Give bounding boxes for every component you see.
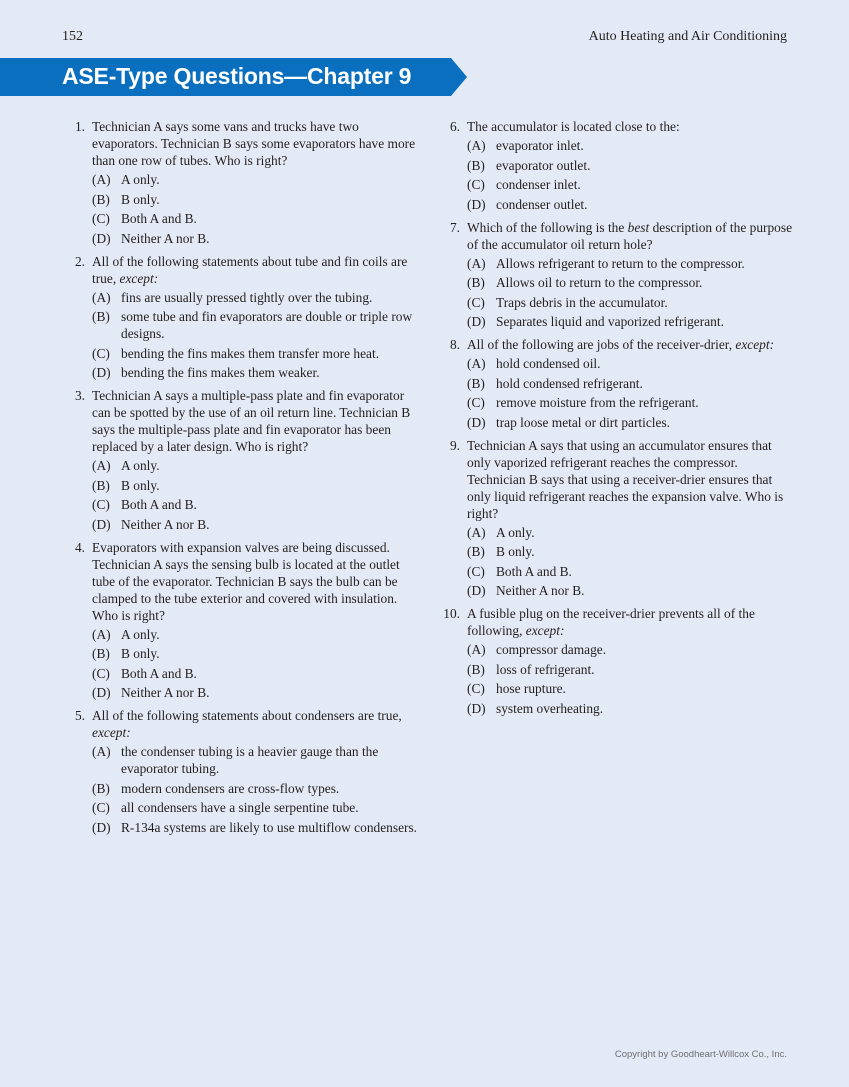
option-d: (D) system overheating. (467, 700, 604, 716)
option-d: (D) Neither A nor B. (467, 583, 585, 598)
question-number: 8. (449, 337, 460, 352)
question-7 (437, 219, 797, 331)
question-number: 1. (74, 119, 85, 134)
option-a: (A) compressor damage. (467, 642, 607, 657)
option-d: (D) Separates liquid and vaporized refrigerant. (467, 314, 724, 329)
options-list (92, 171, 422, 247)
question-number: 2. (74, 253, 85, 269)
option-b: (B) B only. (92, 477, 160, 493)
option-d: (D) condenser outlet. (467, 196, 588, 212)
question-4 (62, 539, 422, 702)
option-a: (A) Allows refrigerant to return to the compressor. (467, 255, 745, 271)
question-number: 3. (74, 388, 85, 403)
option-d: (D) Neither A nor B. (92, 516, 210, 532)
option-c: (C) condenser inlet. (467, 177, 581, 192)
option-d: (D) trap loose metal or dirt particles. (467, 414, 671, 430)
options-list (467, 137, 797, 213)
option-b: (B) loss of refrigerant. (467, 661, 595, 677)
options-list (467, 641, 797, 717)
option-a: (A) A only. (92, 172, 160, 187)
question-9 (437, 437, 797, 600)
banner-title: ASE-Type Questions—Chapter 9 (62, 63, 412, 89)
question-5 (62, 707, 422, 836)
question-number: 7. (449, 219, 460, 235)
option-c: (C) Traps debris in the accumulator. (467, 294, 668, 310)
question-3 (62, 387, 422, 533)
options-list (467, 524, 797, 600)
question-number: 9. (449, 437, 460, 453)
question-2 (62, 253, 422, 382)
option-d: (D) Neither A nor B. (92, 230, 210, 246)
option-b: (B) modern condensers are cross-flow types. (92, 780, 340, 796)
options-list (92, 743, 422, 836)
option-d: (D) bending the fins makes them weaker. (92, 365, 320, 380)
option-a: (A) evaporator inlet. (467, 138, 584, 153)
question-stem: All of the following are jobs of the receiver-drier, except: (467, 337, 775, 352)
option-c: (C) hose rupture. (467, 681, 566, 696)
option-b: (B) hold condensed refrigerant. (467, 375, 643, 391)
question-8 (437, 336, 797, 431)
options-list (92, 457, 422, 533)
option-c: (C) bending the fins makes them transfer more heat. (92, 345, 380, 361)
question-number: 10. (443, 606, 460, 621)
right-column (437, 118, 797, 723)
option-c: (C) Both A and B. (467, 563, 572, 579)
option-b: (B) some tube and fin evaporators are double or triple row designs. (92, 309, 413, 341)
chapter-banner (0, 58, 467, 96)
question-stem: All of the following statements about condensers are true, except: (92, 708, 402, 740)
page-number: 152 (62, 29, 83, 44)
option-a: (A) the condenser tubing is a heavier gauge than the evaporator tubing. (92, 744, 379, 776)
question-6 (437, 118, 797, 213)
question-stem: Technician A says some vans and trucks have two evaporators. Technician B says some evaporators have more than one row of tubes. Who is right? (92, 119, 416, 168)
option-c: (C) Both A and B. (92, 497, 197, 512)
question-number: 5. (74, 708, 85, 723)
option-c: (C) Both A and B. (92, 211, 197, 226)
option-c: (C) Both A and B. (92, 665, 197, 681)
option-a: (A) hold condensed oil. (467, 356, 601, 371)
question-stem: Which of the following is the best description of the purpose of the accumulator oil return hole? (467, 219, 793, 252)
option-b: (B) B only. (467, 544, 535, 559)
option-d: (D) R-134a systems are likely to use multiflow condensers. (92, 819, 418, 835)
option-d: (D) Neither A nor B. (92, 685, 210, 700)
option-c: (C) remove moisture from the refrigerant. (467, 395, 699, 410)
option-a: (A) A only. (467, 524, 535, 540)
options-list (92, 289, 422, 382)
option-b: (B) Allows oil to return to the compressor. (467, 275, 703, 290)
options-list (467, 355, 797, 431)
option-b: (B) B only. (92, 646, 160, 661)
left-column (62, 118, 422, 842)
question-stem: Evaporators with expansion valves are being discussed. Technician A says the sensing bulb is located at the outlet tube of the evaporator. Technician B says the bulb can be clamped to the tube exterior and covered with insulation. Who is right? (92, 539, 400, 623)
question-stem: All of the following statements about tube and fin coils are true, except: (92, 253, 408, 286)
option-a: (A) fins are usually pressed tightly over the tubing. (92, 289, 373, 305)
question-number: 4. (74, 539, 85, 555)
option-a: (A) A only. (92, 626, 160, 642)
running-head: Auto Heating and Air Conditioning (588, 29, 787, 44)
option-c: (C) all condensers have a single serpentine tube. (92, 800, 359, 815)
question-number: 6. (449, 119, 460, 134)
question-10 (437, 605, 797, 717)
option-b: (B) evaporator outlet. (467, 157, 591, 173)
copyright-notice: Copyright by Goodheart-Willcox Co., Inc. (614, 1049, 787, 1060)
option-b: (B) B only. (92, 191, 160, 207)
option-a: (A) A only. (92, 458, 160, 473)
options-list (467, 255, 797, 331)
question-stem: Technician A says that using an accumulator ensures that only vaporized refrigerant reaches the compressor. Technician B says that using a receiver-drier ensures that only liquid refrigerant reaches the expansion valve. Who is right? (467, 437, 784, 521)
question-stem: Technician A says a multiple-pass plate and fin evaporator can be spotted by the use of an oil return line. Technician B says the multiple-pass plate and fin evaporator has been replaced by a later design. Who is right? (92, 388, 411, 454)
question-stem: The accumulator is located close to the: (467, 119, 680, 134)
options-list (92, 626, 422, 702)
question-stem: A fusible plug on the receiver-drier prevents all of the following, except: (467, 606, 755, 638)
question-1 (62, 118, 422, 247)
